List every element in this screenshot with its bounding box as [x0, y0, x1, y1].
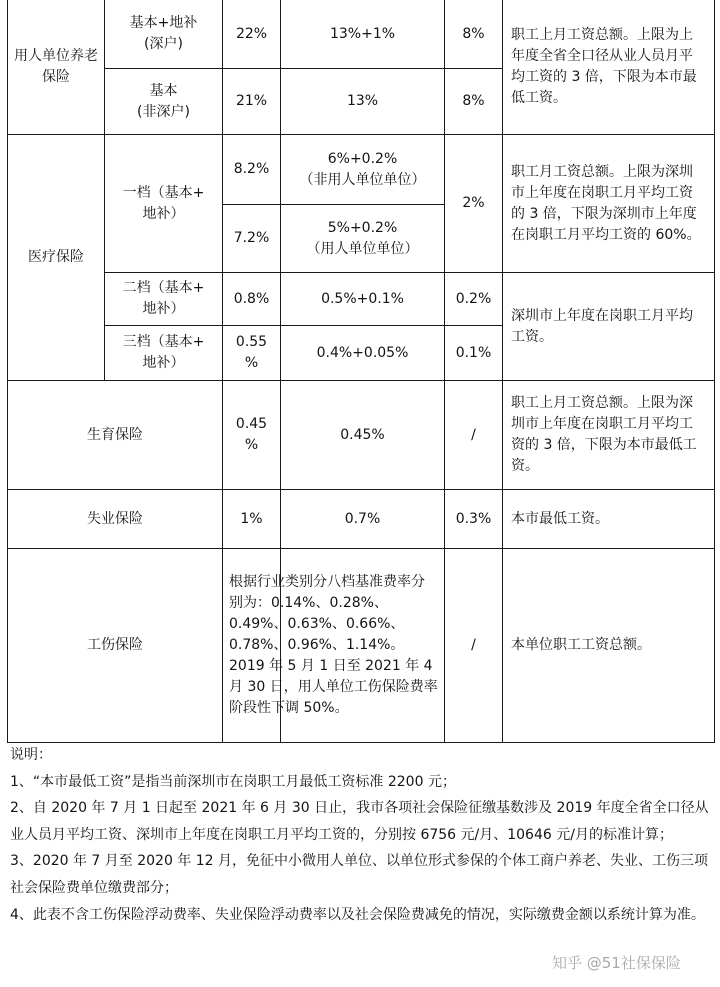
medical-tier1-a-employer: 6%+0.2% （非用人单位单位） — [299, 150, 426, 188]
medical-tier2-total: 0.8% — [233, 290, 270, 307]
medical-tier3-employer: 0.4%+0.05% — [316, 344, 409, 361]
pension-sub2-employee: 8% — [462, 93, 485, 109]
injury-employee: / — [471, 637, 476, 653]
medical-tier1-base: 职工月工资总额。上限为深圳市上年度在岗职工月平均工资的 3 倍，下限为深圳市上年度在岗职工月平均工资的 60%。 — [511, 163, 701, 243]
table-border-right — [714, 0, 715, 743]
unemployment-base: 本市最低工资。 — [511, 510, 609, 527]
pension-category: 用人单位养老保险 — [14, 48, 98, 85]
note-item: 1、“本市最低工资”是指当前深圳市在岗职工月最低工资标准 2200 元； — [10, 773, 456, 790]
injury-category: 工伤保险 — [87, 637, 143, 653]
pension-sub1-employee: 8% — [462, 25, 485, 42]
note-item: 4、此表不含工伤保险浮动费率、失业保险浮动费率以及社会保险费减免的情况，实际缴费金额以系统计算为准。 — [10, 906, 705, 923]
medical-tier2-employer: 0.5%+0.1% — [321, 290, 404, 307]
medical-tier23-base: 深圳市上年度在岗职工月平均工资。 — [511, 307, 693, 345]
medical-tier1-b-employer: 5%+0.2% （用人单位单位） — [306, 219, 419, 257]
pension-base: 职工上月工资总额。上限为上年度全省全口径从业人员月平均工资的 3 倍，下限为本市最低工资。 — [511, 27, 697, 106]
watermark: 知乎 @51社保保险 — [552, 954, 681, 972]
medical-tier1-a-total: 8.2% — [233, 161, 270, 177]
maternity-employee: / — [471, 426, 476, 443]
pension-sub1-label: 基本+地补 (深户) — [129, 15, 198, 52]
note-item: 2、自 2020 年 7 月 1 日起至 2021 年 6 月 30 日止，我市各项社会保险征缴基数涉及 2019 年度全省全口径从业人员月平均工资、深圳市上年度在岗职工月平均工资的，分别按 6756 元/月、10646 元/月的标准计算； — [10, 800, 709, 843]
pension-sub2-employer: 13% — [346, 93, 379, 109]
medical-category: 医疗保险 — [28, 249, 84, 265]
unemployment-total: 1% — [240, 510, 263, 527]
unemployment-employer: 0.7% — [344, 510, 381, 527]
maternity-category: 生育保险 — [87, 426, 143, 443]
notes-section — [10, 742, 712, 928]
medical-tier2-label: 二档（基本+ 地补） — [122, 280, 205, 317]
notes-title: 说明： — [10, 747, 52, 763]
unemployment-employee: 0.3% — [455, 510, 492, 527]
medical-tier1-employee: 2% — [462, 195, 485, 211]
maternity-total: 0.45 % — [235, 416, 268, 453]
medical-tier3-label: 三档（基本+ 地补） — [122, 334, 205, 371]
injury-base: 本单位职工工资总额。 — [511, 637, 651, 653]
medical-tier3-total: 0.55 % — [235, 334, 268, 371]
pension-sub1-employer: 13%+1% — [329, 25, 396, 42]
pension-sub2-label: 基本 (非深户) — [137, 82, 190, 120]
medical-tier3-employee: 0.1% — [455, 344, 492, 361]
note-item: 3、2020 年 7 月至 2020 年 12 月，免征中小微用人单位、以单位形式参保的个体工商户养老、失业、工伤三项社会保险费单位缴费部分； — [10, 853, 709, 896]
injury-rate-text: 根据行业类别分八档基准费率分别为：0.14%、0.28%、0.49%、0.63%、0.66%、0.78%、0.96%、1.14%。 2019 年 5 月 1 日至 2021 年 4 月 30 日，用人单位工伤保险费率阶段性下调 50%。 — [229, 574, 438, 716]
maternity-base: 职工上月工资总额。上限为深圳市上年度在岗职工月平均工资的 3 倍，下限为本市最低工资。 — [511, 395, 697, 474]
medical-tier2-employee: 0.2% — [455, 290, 492, 307]
pension-sub1-total: 22% — [235, 25, 268, 42]
unemployment-category: 失业保险 — [87, 510, 143, 527]
medical-tier1-label: 一档（基本+ 地补） — [122, 184, 205, 222]
medical-tier1-b-total: 7.2% — [233, 230, 270, 246]
pension-sub2-total: 21% — [235, 93, 268, 109]
maternity-employer: 0.45% — [340, 426, 385, 443]
